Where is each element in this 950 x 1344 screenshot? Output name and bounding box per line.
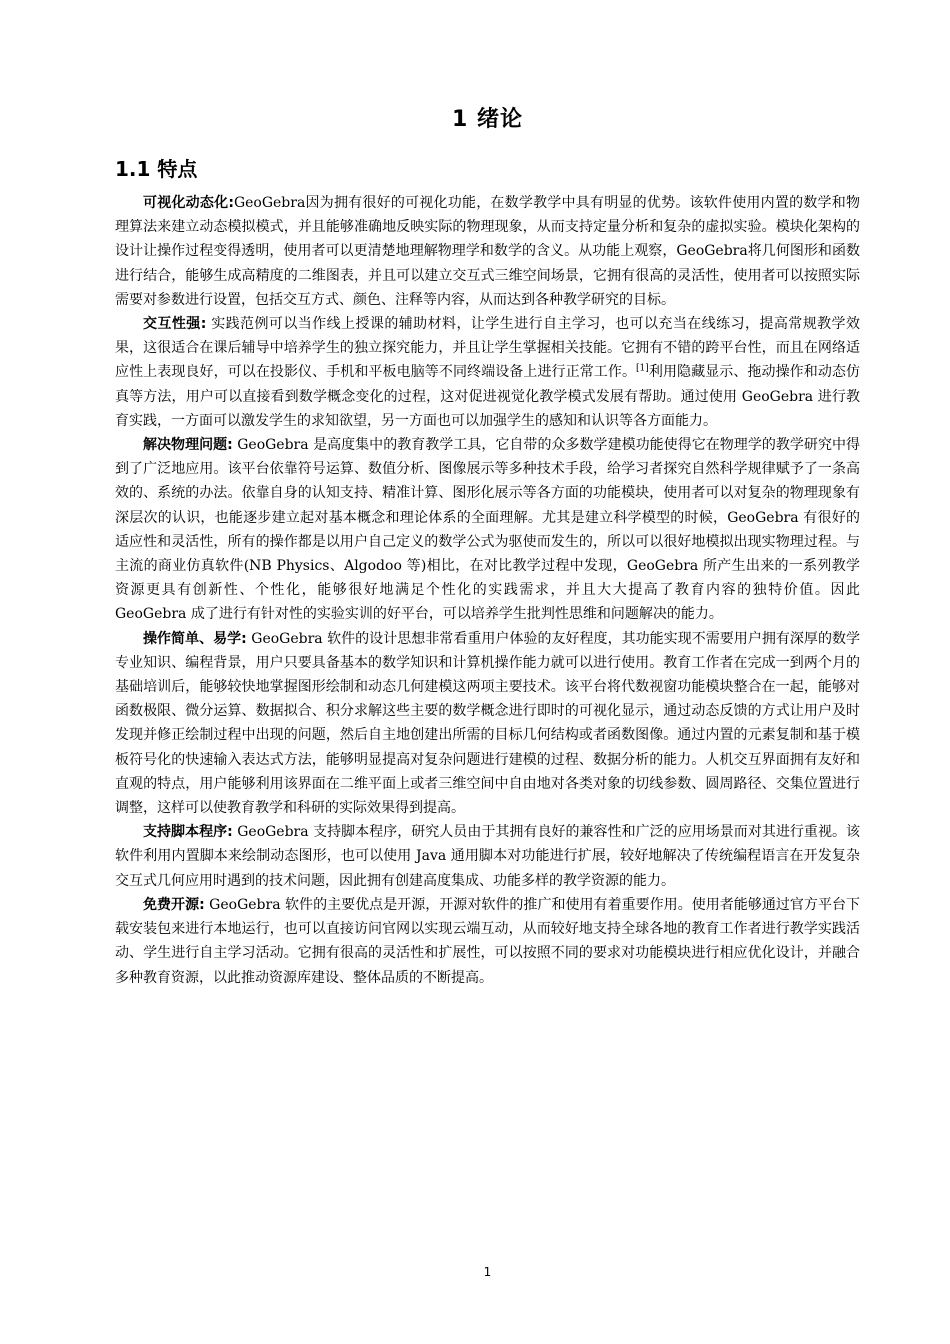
paragraph-physics bbox=[115, 433, 860, 627]
paragraph-text: GeoGebra因为拥有很好的可视化功能，在数学教学中具有明显的优势。该软件使用内置的数学和物理算法来建立动态模拟模式，并且能够准确地反映实际的物理现象，从而支持定量分析和复杂的虚拟实验。模块化架构的设计让操作过程变得透明，使用者可以更清楚地理解物理学和数学的含义。从功能上观察，GeoGebra将几何图形和函数进行结合，能够生成高精度的二维图表，并且可以建立交互式三维空间场景，它拥有很高的灵活性，使用者可以按照实际需要对参数进行设置，包括交互方式、颜色、注释等内容，从而达到各种教学研究的目标。 bbox=[115, 195, 860, 308]
paragraph-visualization bbox=[115, 191, 860, 312]
paragraph-text: GeoGebra 软件的主要优点是开源，开源对软件的推广和使用有着重要作用。使用者能够通过官方平台下载安装包来进行本地运行，也可以直接访问官网以实现云端互动，从而较好地支持全球各地的教育工作者进行教学实践活动、学生进行自主学习活动。它拥有很高的灵活性和扩展性，可以按照不同的要求对功能模块进行相应优化设计，并融合多种教育资源，以此推动资源库建设、整体品质的不断提高。 bbox=[115, 896, 860, 986]
paragraph-text: 利用隐藏显示、拖动操作和动态仿真等方法，用户可以直接看到数学概念变化的过程，这对促进视觉化教学模式发展有帮助。通过使用 GeoGebra 进行教育实践，一方面可以激发学生的求知欲望，另一方面也可以加强学生的感知和认识等各方面能力。 bbox=[115, 364, 861, 429]
citation-marker[interactable]: [1] bbox=[636, 363, 649, 374]
paragraph-lead: 支持脚本程序: bbox=[143, 824, 233, 841]
paragraph-scripting bbox=[115, 820, 860, 893]
paragraph-text: GeoGebra 支持脚本程序，研究人员由于其拥有良好的兼容性和广泛的应用场景而对其进行重视。该软件利用内置脚本来绘制动态图形，也可以使用 Java 通用脚本对功能进行扩展，较好地解决了传统编程语言在开发复杂交互式几何应用时遇到的技术问题，因此拥有创建高度集成、功能多样的教学资源的能力。 bbox=[115, 824, 860, 889]
paragraph-open-source bbox=[115, 893, 860, 990]
body-text bbox=[115, 191, 860, 990]
paragraph-text: GeoGebra 软件的设计思想非常看重用户体验的友好程度，其功能实现不需要用户拥有深厚的数学专业知识、编程背景，用户只要具备基本的数学知识和计算机操作能力就可以进行使用。教育工作者在完成一到两个月的基础培训后，能够较快地掌握图形绘制和动态几何建模这两项主要技术。该平台将代数视窗功能模块整合在一起，能够对函数极限、微分运算、数据拟合、积分求解这些主要的数学概念进行即时的可视化显示，通过动态反馈的方式让用户及时发现并修正绘制过程中出现的问题，然后自主地创建出所需的目标几何结构或者函数图像。通过内置的元素复制和基于模板符号化的快速输入表达式方法，能够明显提高对复杂问题进行建模的过程、数据分析的能力。人机交互界面拥有友好和直观的特点，用户能够利用该界面在二维平面上或者三维空间中自由地对各类对象的切线参数、圆周路径、交集位置进行调整，这样可以使教育教学和科研的实际效果得到提高。 bbox=[115, 630, 861, 817]
section-title: 1.1 特点 bbox=[115, 157, 198, 181]
paragraph-easy-to-use bbox=[115, 627, 860, 821]
paragraph-lead: 交互性强: bbox=[143, 316, 207, 333]
paragraph-lead: 操作简单、易学: bbox=[143, 630, 247, 647]
page-number: 1 bbox=[483, 1265, 492, 1279]
paragraph-lead: 可视化动态化: bbox=[143, 195, 234, 211]
paragraph-text: 实践范例可以当作线上授课的辅助材料，让学生进行自主学习，也可以充当在线练习，提高常规教学效果，这很适合在课后辅导中培养学生的独立探究能力，并且让学生掌握相关技能。它拥有不错的跨平台性，而且在网络适应性上表现良好，可以在投影仪、手机和平板电脑等不同终端设备上进行正常工作。 bbox=[115, 316, 860, 381]
paragraph-lead: 解决物理问题: bbox=[143, 437, 233, 454]
paragraph-lead: 免费开源: bbox=[143, 896, 205, 913]
chapter-title: 1 绪论 bbox=[452, 107, 523, 132]
paragraph-interactivity bbox=[115, 312, 860, 433]
paragraph-text: GeoGebra 是高度集中的教育教学工具，它自带的众多数学建模功能使得它在物理学的教学研究中得到了广泛地应用。该平台依靠符号运算、数值分析、图像展示等多种技术手段，给学习者探究自然科学规律赋予了一条高效的、系统的办法。依靠自身的认知支持、精准计算、图形化展示等各方面的功能模块，使用者可以对复杂的物理现象有深层次的认识，也能逐步建立起对基本概念和理论体系的全面理解。尤其是建立科学模型的时候，GeoGebra 有很好的适应性和灵活性，所有的操作都是以用户自己定义的数学公式为驱使而发生的，所以可以很好地模拟出现实物理过程。与主流的商业仿真软件(NB Physics、Algodoo 等)相比，在对比教学过程中发现，GeoGebra 所产生出来的一系列教学资源更具有创新性、个性化，能够很好地满足个性化的实践需求，并且大大提高了教育内容的独特价值。因此 GeoGebra 成了进行有针对性的实验实训的好平台，可以培养学生批判性思维和问题解决的能力。 bbox=[115, 437, 860, 623]
